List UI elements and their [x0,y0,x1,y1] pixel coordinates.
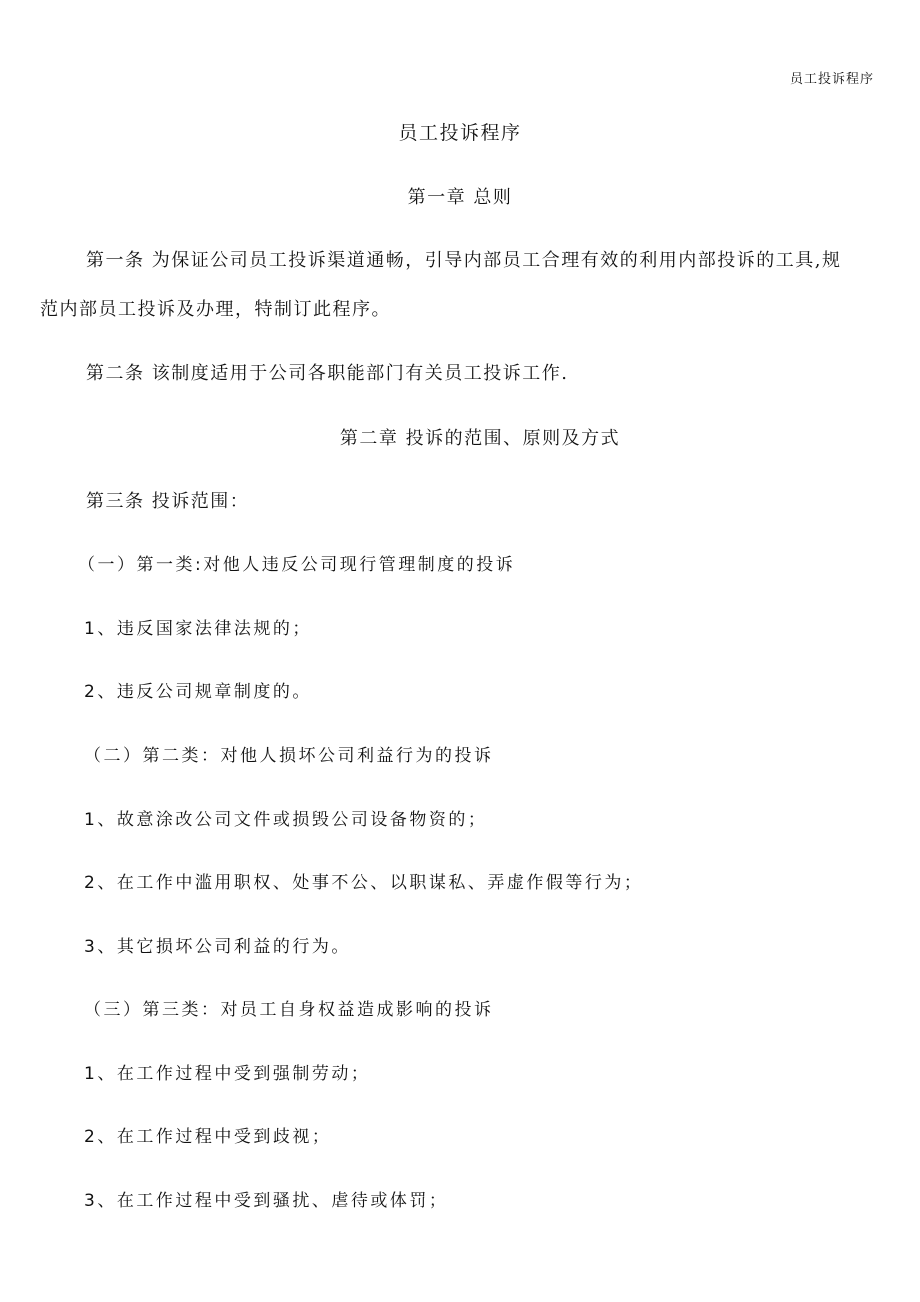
document-title: 员工投诉程序 [398,122,522,144]
article-1-line-2: 范内部员工投诉及办理，特制订此程序。 [40,299,391,320]
category-2-item: 3、其它损坏公司利益的行为。 [84,937,351,957]
category-2-item: 1、故意涂改公司文件或损毁公司设备物资的； [84,810,488,830]
article-1-line-1: 第一条 为保证公司员工投诉渠道通畅，引导内部员工合理有效的利用内部投诉的工具,规 [86,250,842,271]
category-1-item: 1、违反国家法律法规的； [84,619,312,639]
category-3-title: （三）第三类：对员工自身权益造成影响的投诉 [84,1000,494,1020]
article-3: 第三条 投诉范围： [86,491,250,512]
category-2-item: 2、在工作中滥用职权、处事不公、以职谋私、弄虚作假等行为； [84,873,644,893]
page-header: 员工投诉程序 [789,72,874,87]
category-3-item: 2、在工作过程中受到歧视； [84,1127,332,1147]
category-3-item: 3、在工作过程中受到骚扰、虐待或体罚； [84,1191,449,1211]
category-3-item: 1、在工作过程中受到强制劳动； [84,1064,371,1084]
chapter-1-heading: 第一章 总则 [407,187,513,208]
category-2-title: （二）第二类：对他人损坏公司利益行为的投诉 [84,746,494,766]
article-2: 第二条 该制度适用于公司各职能部门有关员工投诉工作. [86,363,569,384]
category-1-item: 2、违反公司规章制度的。 [84,682,312,702]
chapter-2-heading: 第二章 投诉的范围、原则及方式 [339,428,621,449]
category-1-title: （一）第一类:对他人违反公司现行管理制度的投诉 [78,555,516,575]
